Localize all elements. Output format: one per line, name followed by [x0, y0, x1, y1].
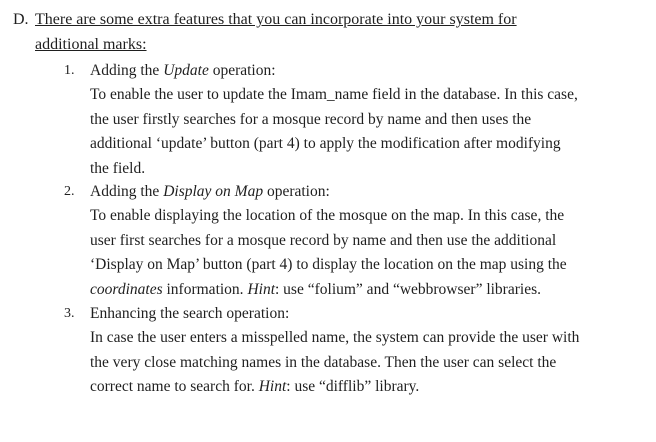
item-body — [90, 326, 638, 400]
item-title-text: Adding the — [90, 62, 164, 79]
item-title: Enhancing the search operation: — [90, 305, 290, 322]
body-text: correct name to search for. — [90, 378, 259, 396]
item-title-text: Adding the — [90, 183, 164, 200]
body-line: ‘Display on Map’ button (part 4) to display the location on the map using the — [90, 256, 567, 274]
hint-text: : use “folium” and “webbrowser” libraries. — [275, 280, 541, 298]
hint-text: : use “difflib” library. — [286, 378, 420, 396]
item-number: 3. — [64, 306, 75, 321]
section-title-line: additional marks: — [35, 36, 147, 53]
body-line: the user firstly searches for a mosque record by name and then uses the — [90, 110, 532, 128]
hint-label: Hint — [258, 378, 287, 396]
item-number: 1. — [64, 63, 75, 78]
body-line — [90, 278, 638, 303]
item-title — [90, 59, 276, 83]
section-title-line: There are some extra features that you can incorporate into your system for — [35, 11, 517, 28]
item-title — [90, 180, 330, 204]
body-line: the field. — [90, 159, 146, 177]
item-number: 2. — [64, 184, 75, 199]
section-letter: D. — [13, 11, 29, 28]
item-title-text: operation: — [208, 62, 276, 79]
body-emphasis: coordinates — [90, 280, 163, 298]
body-line: user first searches for a mosque record by name and then use the additional — [90, 231, 557, 249]
body-line: the very close matching names in the database. Then the user can select the — [90, 353, 557, 371]
body-line — [90, 375, 638, 400]
hint-label: Hint — [247, 280, 275, 298]
body-line: additional ‘update’ button (part 4) to apply the modification after modifying — [90, 135, 561, 153]
item-title-emphasis: Update — [163, 62, 209, 79]
section-title — [35, 7, 645, 57]
item-title-emphasis: Display on Map — [163, 183, 264, 200]
body-text: information. — [162, 280, 248, 298]
item-body — [90, 204, 638, 302]
body-line: To enable displaying the location of the mosque on the map. In this case, the — [90, 207, 565, 224]
body-line: To enable the user to update the Imam_name field in the database. In this case, — [90, 86, 578, 103]
item-title-text: operation: — [263, 183, 330, 200]
body-line: In case the user enters a misspelled name, the system can provide the user with — [90, 329, 580, 346]
item-body — [90, 83, 638, 181]
